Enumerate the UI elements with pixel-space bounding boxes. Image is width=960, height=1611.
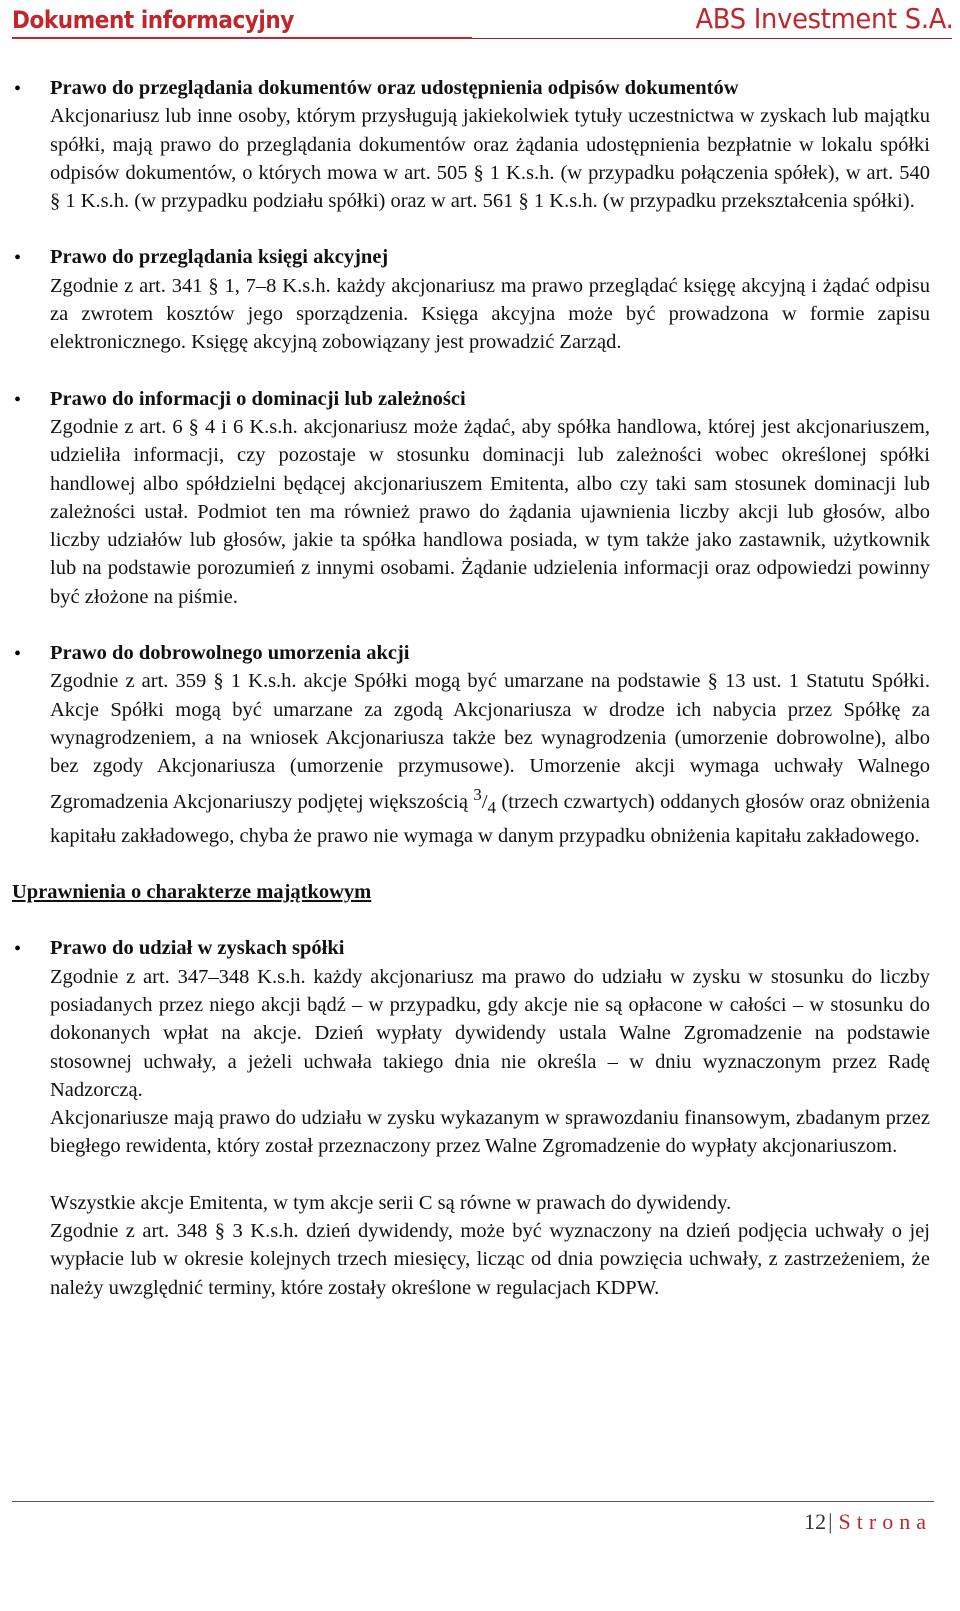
section-body: Zgodnie z art. 341 § 1, 7–8 K.s.h. każdy akcjonariusz ma prawo przeglądać księgę akcyjną i żądać odpisu za zwrotem kosztów jego sporządzenia. Księga akcyjna może być prowadzona w formie zapisu elektronicznego. Księgę akcyjną zobowiązany jest prowadzić Zarząd. <box>50 274 930 354</box>
section-body-part: Zgodnie z art. 359 § 1 K.s.h. akcje Spółki mogą być umarzane na podstawie § 13 ust. 1 Statutu Spółki. Akcje Spółki mogą być umarzane za zgodą Akcjonariusza w drodze ich nabycia przez Spółkę za wynagrodzeniem, a na wniosek Akcjonariusza także bez wynagrodzenia (umorzenie dobrowolne), albo bez zgody Akcjonariusza (umorzenie przymusowe). Umorzenie akcji wymaga uchwały Walnego Zgromadzenia Akcjonariuszy podjętej większością <box>50 670 930 813</box>
section-body: Zgodnie z art. 359 § 1 K.s.h. akcje Spółki mogą być umarzane na podstawie § 13 ust. 1 Statutu Spółki. Akcje Spółki mogą być umarzane za zgodą Akcjonariusza w drodze ich nabycia przez Spółkę za wynagrodzeniem, a na wniosek Akcjonariusza także bez wynagrodzenia (umorzenie dobrowolne), albo bez zgody Akcjonariusza (umorzenie przymusowe). Umorzenie akcji wymaga uchwały Walnego Zgromadzenia Akcjonariuszy podjętej większością $^3/_4$ (trzech czwartych) oddanych głosów oraz obniżenia kapitału zakładowego, chyba że prawo nie wymaga w danym przypadku obniżenia kapitału zakładowego. <box>50 670 930 847</box>
section-heading: Uprawnienia o charakterze majątkowym <box>12 881 372 904</box>
section-body-part: (trzech czwartych) oddanych głosów oraz obniżenia kapitału zakładowego, chyba że prawo nie wymaga w danym przypadku obniżenia kapitału zakładowego. <box>50 790 930 847</box>
list-item <box>0 385 960 611</box>
page-number: 12 <box>804 1509 827 1534</box>
list-item <box>0 243 960 356</box>
bullet-icon: • <box>14 78 22 100</box>
bullet-icon: • <box>14 388 22 411</box>
fraction-denominator: 4 <box>487 797 497 817</box>
section-title: Prawo do udział w zyskach spółki <box>50 937 345 960</box>
fraction-numerator: 3 <box>473 784 482 804</box>
section-body: Zgodnie z art. 347–348 K.s.h. każdy akcjonariusz ma prawo do udziału w zysku w stosunku do liczby posiadanych przez niego akcji bądź – w przypadku, gdy akcje nie są opłacone w całości – w stosunku do dokonanych wpłat na akcje. Dzień wypłaty dywidendy ustala Walne Zgromadzenie na podstawie stosownej uchwały, a jeżeli uchwała takiego dnia nie określa – w dniu wyznaczonym przez Radę Nadzorczą. <box>50 965 930 1101</box>
section-body: Akcjonariusz lub inne osoby, którym przysługują jakiekolwiek tytuły uczestnictwa w zyskach lub majątku spółki, mają prawo do przeglądania dokumentów oraz żądania udostępnienia bezpłatnie w lokalu spółki odpisów dokumentów, o których mowa w art. 505 § 1 K.s.h. (w przypadku połączenia spółek), w art. 540 § 1 K.s.h. (w przypadku podziału spółki) oraz w art. 561 § 1 K.s.h. (w przypadku przekształcenia spółki). <box>50 105 930 213</box>
section-body: Akcjonariusze mają prawo do udziału w zysku wykazanym w sprawozdaniu finansowym, zbadanym przez biegłego rewidenta, który został przeznaczony przez Walne Zgromadzenie do wypłaty akcjonariuszom. <box>50 1107 930 1158</box>
section-title: Prawo do dobrowolnego umorzenia akcji <box>50 642 410 665</box>
company-name: ABS Investment S.A. <box>695 2 954 35</box>
document-title: Dokument informacyjny <box>12 6 294 34</box>
bullet-icon: • <box>14 247 22 270</box>
section-title: Prawo do informacji o dominacji lub zależności <box>50 387 466 410</box>
list-item <box>0 639 960 850</box>
page-label: Strona <box>838 1509 932 1534</box>
page-footer <box>804 1509 932 1535</box>
footer-divider <box>12 1501 934 1502</box>
section-title: Prawo do przeglądania księgi akcyjnej <box>50 246 389 269</box>
section-body: Wszystkie akcje Emitenta, w tym akcje serii C są równe w prawach do dywidendy. <box>50 1191 732 1214</box>
header-divider-accent <box>12 37 472 39</box>
bullet-icon: • <box>14 938 22 961</box>
section-body: Zgodnie z art. 6 § 4 i 6 K.s.h. akcjonariusz może żądać, aby spółka handlowa, której jest akcjonariuszem, udzieliła informacji, czy pozostaje w stosunku dominacji lub zależności wobec określonej spółki handlowej albo spółdzielni będącej akcjonariuszem Emitenta, albo czy taki sam stosunek dominacji lub zależności ustał. Podmiot ten ma również prawo do żądania ujawnienia liczby akcji lub głosów, albo liczby udziałów lub głosów, jakie ta spółka handlowa posiada, w tym także jako zastawnik, użytkownik lub na podstawie porozumień z innymi osobami. Żądanie udzielenia informacji oraz odpowiedzi powinny być złożone na piśmie. <box>50 415 930 608</box>
bullet-icon: • <box>14 643 22 666</box>
section-body: Zgodnie z art. 348 § 3 K.s.h. dzień dywidendy, może być wyznaczony na dzień podjęcia uchwały o jej wypłacie lub w okresie kolejnych trzech miesięcy, licząc od dnia powzięcia uchwały, z zastrzeżeniem, że należy uwzględnić terminy, które zostały określone w regulacjach KDPW. <box>50 1220 930 1299</box>
section-title: Prawo do przeglądania dokumentów oraz udostępnienia odpisów dokumentów <box>50 77 739 99</box>
list-item <box>0 74 960 215</box>
document-body <box>0 74 960 1302</box>
list-item <box>0 934 960 1302</box>
footer-separator: | <box>828 1509 833 1534</box>
